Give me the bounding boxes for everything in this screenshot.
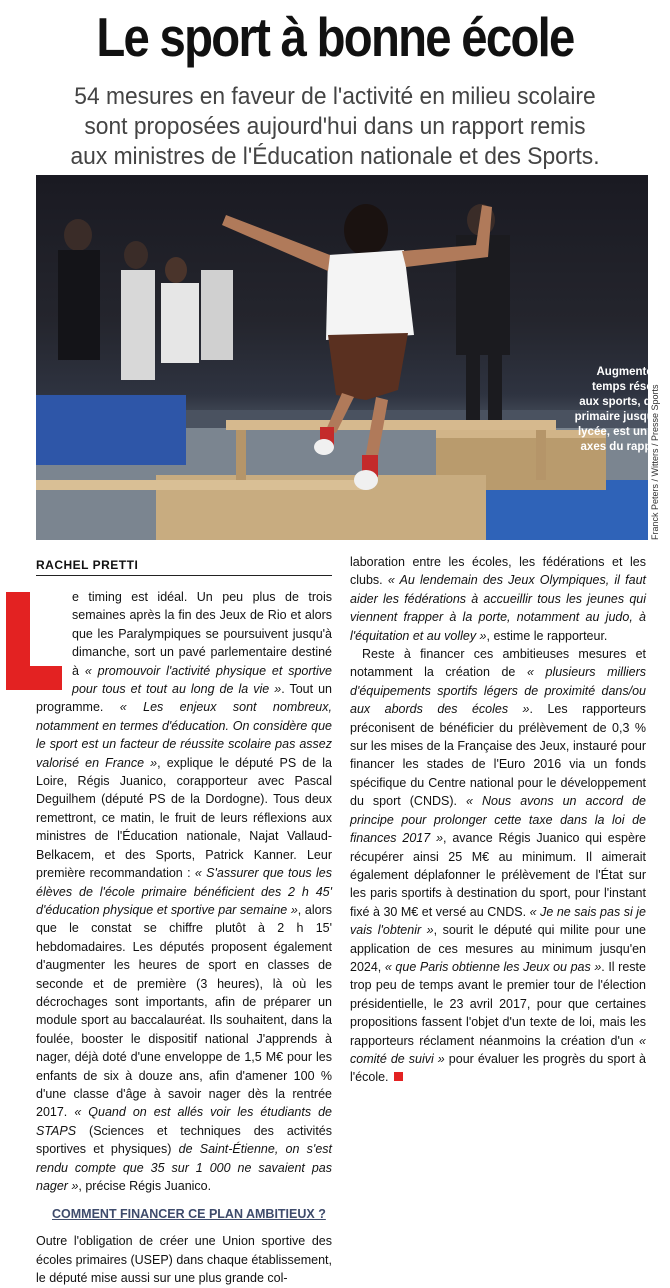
article-paragraph: e timing est idéal. Un peu plus de trois semaines après la fin des Jeux de Rio et alors que les Paralympiques se poursuivent jusqu'à dimanche, sort un pavé parlementaire destiné à « promouvoir l'activité physique et sportive pour tous et tout au long de la vie ». Tout un programme. « Les enjeux sont nombreux, notamment en termes d'éducation. On considère que le sport est un facteur de réussite scolaire pas assez valorisé en France », explique le député PS de la Loire, Régis Juanico, corapporteur avec Pascal Deguilhem (député PS de la Dordogne). Tous deux remettront, ce matin, le fruit de leurs réflexions aux ministres de l'Éducation nationale, Najat Vallaud-Belkacem, et des Sports, Patrick Kanner. Leur première recommandation : « S'assurer que tous les élèves de l'école primaire bénéficient des 2 h 45' d'éducation physique et sportive par semaine », alors que le constat se chiffre plutôt à 2 h 15' hebdomadaires. Les députés proposent également d'augmenter les heures de sport en classes de seconde et de première (3 heures), là où les décrochages sont importants, afin de préparer un module sport au baccalauréat. Ils souhaitent, dans la foulée, booster le dispositif national J'apprends à nager, déjà doté d'une enveloppe de 1,5 M€ pour les enfants de six à douze ans, afin d'amener 100 % d'une classe d'âge à savoir nager dès la rentrée 2017. « Quand on est allés voir les étudiants de STAPS (Sciences et techniques des activités sportives et physiques) de Saint-Étienne, on s'est rendu compte que 35 sur 1 000 ne savaient pas nager », précise Régis Juanico. bbox=[36, 588, 332, 1195]
subheadline bbox=[0, 82, 670, 172]
photo-credit-text: Franck Peters / Witters / Presse Sports bbox=[650, 384, 660, 540]
gym-scene-illustration bbox=[36, 175, 648, 540]
article-column-2 bbox=[350, 553, 646, 1087]
article-column-1 bbox=[36, 588, 332, 1288]
subhead-line: sont proposées aujourd'hui dans un rapport remis bbox=[84, 113, 586, 140]
byline: RACHEL PRETTI bbox=[36, 558, 332, 576]
subhead-line: aux ministres de l'Éducation nationale et des Sports. bbox=[70, 143, 600, 170]
subhead-line: 54 mesures en faveur de l'activité en milieu scolaire bbox=[74, 83, 596, 110]
photo-credit bbox=[650, 384, 664, 541]
photo-caption: Augmenter le temps réservé aux sports, de la primaire jusqu'au lycée, est un des axes du rapport. bbox=[574, 366, 670, 453]
headline: Le sport à bonne école bbox=[96, 6, 574, 68]
end-of-article-mark bbox=[394, 1072, 403, 1081]
section-heading: COMMENT FINANCER CE PLAN AMBITIEUX ? bbox=[52, 1207, 326, 1222]
article-paragraph: laboration entre les écoles, les fédérations et les clubs. « Au lendemain des Jeux Olympiques, il faut aider les fédérations à accueillir tous les jeunes qui viennent frapper à la porte, notamment au judo, à l'équitation et au volley », estime le rapporteur. bbox=[350, 555, 646, 643]
drop-cap-l bbox=[6, 592, 62, 690]
article-paragraph: Reste à financer ces ambitieuses mesures et notamment la création de « plusieurs milliers d'équipements sportifs légers de proximité dans/ou aux abords des écoles ». Les rapporteurs préconisent de bénéficier du prélèvement de 0,3 % sur les mises de la Française des Jeux, instauré pour financer les stades de l'Euro 2016 via un fonds spécifique du Centre national pour le développement du sport (CNDS). « Nous avons un accord de principe pour prolonger cette taxe dans la loi de finances 2017 », avance Régis Juanico qui espère récupérer ainsi 25 M€ au minimum. Il aimerait également déplafonner le prélèvement de l'État sur les paris sportifs à destination du sport, pour l'instant fixé à 30 M€ et versé au CNDS. « Je ne sais pas si je vais l'obtenir », sourit le député qui milite pour une application de ces mesures au minimum jusqu'en 2024, « que Paris obtienne les Jeux ou pas ». Il reste trop peu de temps avant le premier tour de l'élection présidentielle, le 23 avril 2017, pour que certaines propositions fassent l'objet d'un texte de loi, mais les rapporteurs réclament néanmoins la création d'un « comité de suivi » pour évaluer les progrès du sport à l'école. bbox=[350, 647, 647, 1085]
article-paragraph: Outre l'obligation de créer une Union sportive des écoles primaires (USEP) dans chaque établissement, le député mise aussi sur une plus grande col- bbox=[36, 1234, 332, 1286]
